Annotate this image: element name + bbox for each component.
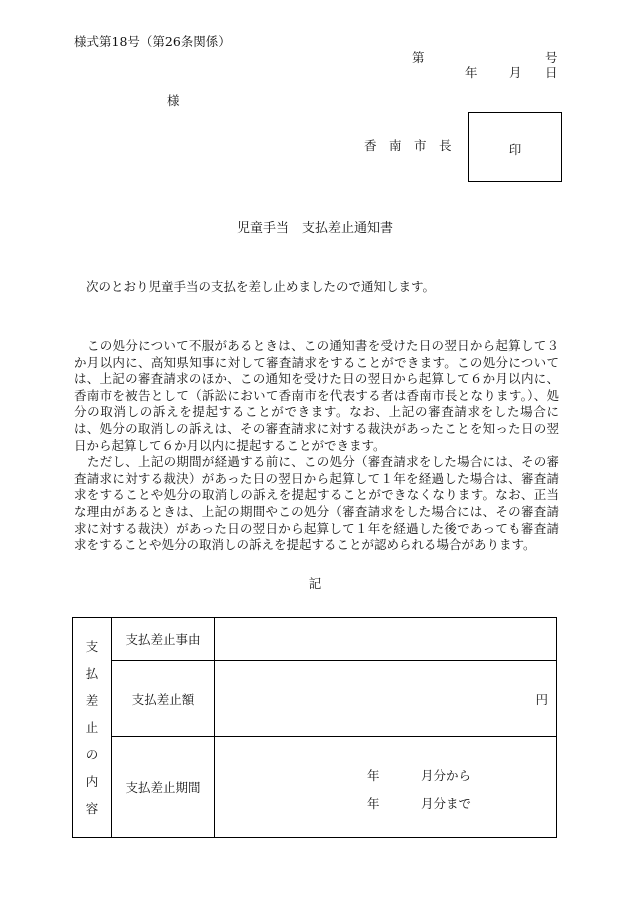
date-day-label: 日 bbox=[545, 65, 558, 80]
document-title: 児童手当 支払差止通知書 bbox=[236, 221, 393, 236]
recipient-honorific: 様 bbox=[167, 93, 180, 108]
side-char: 支 bbox=[85, 639, 99, 654]
side-char: 止 bbox=[85, 720, 99, 735]
ki-heading: 記 bbox=[308, 576, 322, 591]
date-month-label: 月 bbox=[509, 65, 522, 80]
reason-label: 支払差止事由 bbox=[112, 618, 215, 661]
from-year-label: 年 bbox=[367, 768, 380, 783]
reason-value[interactable] bbox=[215, 618, 557, 661]
seal-box bbox=[468, 112, 562, 182]
number-prefix: 第 bbox=[412, 50, 425, 65]
from-month-label: 月分から bbox=[421, 768, 472, 783]
side-char: 容 bbox=[85, 801, 99, 816]
to-month-label: 月分まで bbox=[421, 796, 472, 811]
form-number: 様式第18号（第26条関係） bbox=[74, 34, 231, 49]
side-label bbox=[73, 618, 112, 838]
side-char: の bbox=[85, 747, 99, 762]
yen-unit: 円 bbox=[535, 691, 548, 707]
detail-table bbox=[72, 617, 557, 838]
side-char: 差 bbox=[85, 693, 99, 708]
period-value[interactable] bbox=[215, 737, 557, 838]
appeal-paragraph-2: ただし、上記の期間が経過する前に、この処分（審査請求をした場合には、その審査請求に対する裁決）があった日の翌日から起算して１年を経過した場合は、審査請求をすることや処分の取消しの訴えを提起することができなくなります。なお、正当な理由があるときは、上記の期間やこの処分（審査請求をした場合には、その審査請求に対する裁決）があった日の翌日から起算して１年を経過した後であっても審査請求をすることや処分の取消しの訴えを提起することが認められる場合があります。 bbox=[74, 454, 559, 553]
side-char: 内 bbox=[85, 774, 99, 789]
issuer-mayor: 香 南 市 長 bbox=[364, 138, 452, 153]
side-char: 払 bbox=[85, 666, 99, 681]
amount-value[interactable] bbox=[215, 661, 557, 737]
to-year-label: 年 bbox=[367, 796, 380, 811]
date-year-label: 年 bbox=[465, 65, 478, 80]
seal-label: 印 bbox=[508, 142, 522, 157]
amount-label: 支払差止額 bbox=[112, 661, 215, 737]
appeal-notice bbox=[74, 338, 559, 554]
number-suffix: 号 bbox=[545, 50, 558, 65]
intro-text: 次のとおり児童手当の支払を差し止めましたので通知します。 bbox=[86, 279, 436, 294]
period-label: 支払差止期間 bbox=[112, 737, 215, 838]
appeal-paragraph-1: この処分について不服があるときは、この通知書を受けた日の翌日から起算して３か月以内に、高知県知事に対して審査請求をすることができます。この処分については、上記の審査請求のほか、この通知を受けた日の翌日から起算して６か月以内に、香南市を被告として（訴訟において香南市を代表する者は香南市長となります。）、処分の取消しの訴えを提起することができます。なお、上記の審査請求をした場合には、処分の取消しの訴えは、その審査請求に対する裁決があったことを知った日の翌日から起算して６か月以内に提起することができます。 bbox=[74, 338, 559, 453]
